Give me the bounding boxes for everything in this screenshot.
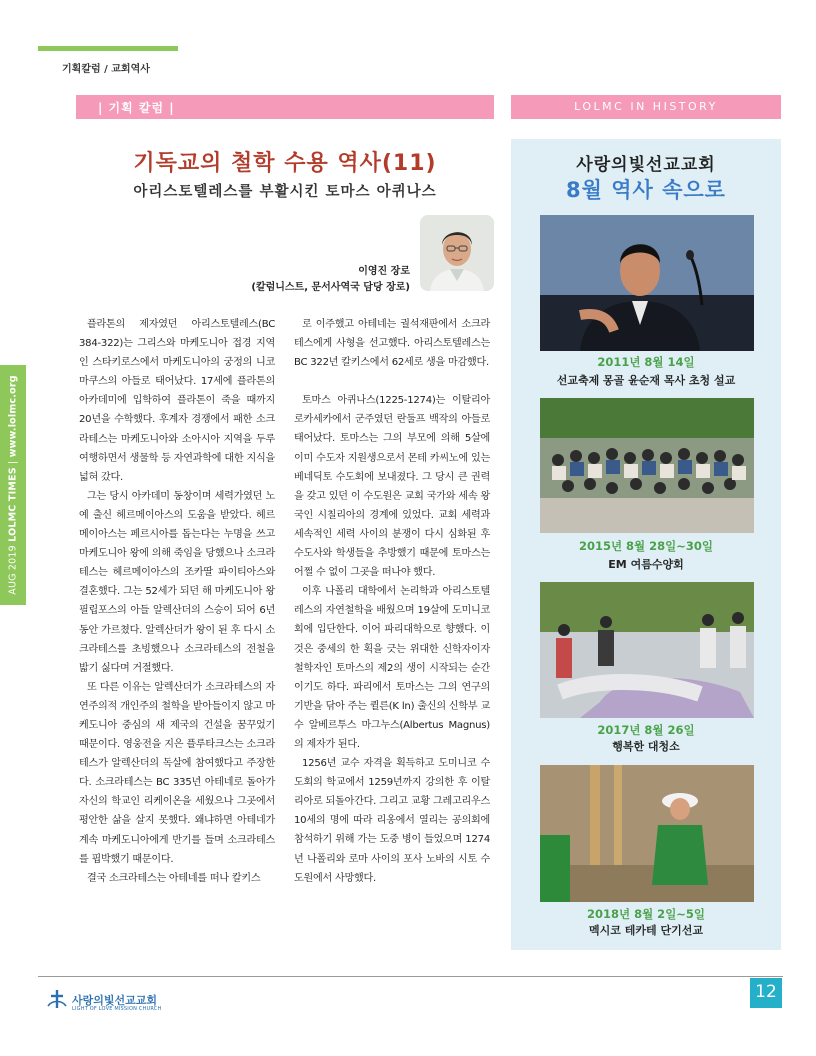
author-role: (칼럼니스트, 문서사역국 담당 장로) xyxy=(251,282,410,293)
footer-church-subtitle: LIGHT OF LOVE MISSION CHURCH xyxy=(72,1006,162,1012)
history-caption: 선교축제 몽골 윤순재 목사 초청 설교 xyxy=(556,374,736,387)
history-caption: EM 여름수양회 xyxy=(608,558,684,571)
author-portrait-icon xyxy=(420,215,494,291)
article-paragraph: 그는 당시 아카데미 동창이며 세력가였던 노예 출신 헤르메이아스의 도움을 받았다. 헤르메이아스는 페르시아를 돕는다는 누명을 쓰고 마케도니아 왕에 의해 죽임을 당했으나 소크라테스는 헤르메이아스의 조카딸 파이티아스와 결혼했다. 그는 52세가 되던 해 마케도니아 왕 필립포스의 아들 알렉산더의 스승이 되어 6년 동안 가르쳤다. 알렉산더가 왕이 된 후 다시 소크라테스를 초빙했으나 소크라테스의 전철을 밟기 싫다며 거절했다. xyxy=(79,490,275,674)
column-label-bar: | 기획 칼럼 | xyxy=(76,95,494,119)
footer-divider xyxy=(38,976,783,977)
article-paragraph: 결국 소크라테스는 아테네를 떠나 칼키스 xyxy=(87,872,261,884)
history-photo-mission xyxy=(540,765,754,902)
church-logo-icon xyxy=(46,988,68,1010)
article-paragraph: 토마스 아퀴나스(1225-1274)는 이탈리아 로카세카에서 군주였던 란둘프 백작의 아들로 태어났다. 토마스는 그의 부모에 의해 5살에 이미 수도자 지원생으로서 몬테 카씨노에 있는 베네딕토 수도회에 보내졌다. 그 당시 큰 권력을 갖고 있던 이 수도원은 교회 국가와 세속 왕국인 시칠리아의 경계에 있었다. 교회 세력과 세속적인 세력 사이의 분쟁이 다시 심화된 후 수도사와 학생들을 추방했기 때문에 토마스는 어쩔 수 없이 그곳을 떠나야 했다. xyxy=(294,395,490,579)
article-paragraph: 로 이주했고 아테네는 궐석재판에서 소크라테스에게 사형을 선고했다. 아리스토텔레스는 BC 322년 칼키스에서 62세로 생을 마감했다. xyxy=(294,319,490,369)
section-path: 기획칼럼 / 교회역사 xyxy=(62,64,150,75)
mission-photo-icon xyxy=(540,765,754,902)
side-publication: LOLMC TIMES xyxy=(7,467,19,542)
history-date: 2017년 8월 26일 xyxy=(597,723,695,737)
history-title: 8월 역사 속으로 xyxy=(566,178,726,202)
history-date: 2015년 8월 28일~30일 xyxy=(578,539,714,553)
article-paragraph: 1256년 교수 자격을 획득하고 도미니코 수도회의 학교에서 1259년까지 강의한 후 이탈리아로 되돌아간다. 그리고 교황 그레고리우스 10세의 명에 따라 리옹에서 열리는 공의회에 참석하기 위해 가는 도중 병이 들었으며 1274년 나폴리와 로마 사이의 포사 노바의 시토 수도원에서 사망했다. xyxy=(294,758,490,884)
preacher-photo-icon xyxy=(540,215,754,351)
history-photo-cleaning xyxy=(540,582,754,718)
footer-church-name: 사랑의빛선교교회 xyxy=(72,994,158,1007)
article-subtitle: 아리스토텔레스를 부활시킨 토마스 아퀴나스 xyxy=(133,184,437,200)
article-paragraph: 플라톤의 제자였던 아리스토텔레스(BC 384-322)는 그리스와 마케도니아 접경 지역인 스타키로스에서 마케도니아의 궁정의 니코마쿠스의 아들로 태어났다. 17세에 플라톤의 아카데미에 입학하여 플라톤이 죽을 때까지 20년을 수학했다. 후계자 경쟁에서 패한 소크라테스는 마케도니아와 소아시아 지역을 두루 여행하면서 생물학 등 자연과학에 대한 지식을 넓혀 갔다. xyxy=(79,319,275,483)
history-date: 2011년 8월 14일 xyxy=(597,355,695,369)
author-name: 이영진 장로 xyxy=(358,266,410,277)
top-accent-bar xyxy=(38,46,178,51)
history-photo-preacher xyxy=(540,215,754,351)
history-date: 2018년 8월 2일~5일 xyxy=(586,907,706,921)
history-caption: 행복한 대청소 xyxy=(612,740,680,753)
side-publication-info xyxy=(8,375,19,594)
history-caption: 멕시코 테카테 단기선교 xyxy=(589,924,703,937)
page-number: 12 xyxy=(750,978,782,1008)
history-church-name: 사랑의빛선교교회 xyxy=(576,155,716,175)
history-photo-group xyxy=(540,398,754,533)
article-column-2 xyxy=(294,315,490,888)
article-column-1 xyxy=(79,315,275,888)
side-separator: | xyxy=(7,457,19,468)
cleaning-photo-icon xyxy=(540,582,754,718)
article-title: 기독교의 철학 수용 역사(11) xyxy=(133,151,437,176)
side-date: AUG 2019 xyxy=(7,545,19,595)
author-photo xyxy=(420,215,494,291)
article-paragraph: 이후 나폴리 대학에서 논리학과 아리스토텔레스의 자연철학을 배웠으며 19살에 도미니코회에 입단한다. 이어 파리대학으로 향했다. 이것은 중세의 한 획을 긋는 위대한 신학자이자 철학자인 토마스의 제2의 생이 시작되는 순간이기도 하다. 파리에서 토마스는 그의 연구의 기반을 닦아 주는 퀼른(K ln) 출신의 신학부 교수 알베르투스 마그누스(Albertus Magnus)의 제자가 된다. xyxy=(294,586,490,750)
article-paragraph: 또 다른 이유는 알렉산더가 소크라테스의 자연주의적 개인주의 철학을 받아들이지 않고 마케도니아 중심의 새 제국의 건설을 꿈꾸었기 때문이다. 영웅전을 지은 플루타크스는 소크라테스가 알렉산더의 독살에 참여했다고 주장한다. 소크라테스는 BC 335년 아테네로 돌아가 자신의 학교인 리케이온을 세웠으나 그곳에서 평안한 삶을 살지 못했다. 왜냐하면 아테네가 계속 마케도니아에게 반기를 들며 소크라테스를 핍박했기 때문이다. xyxy=(79,681,275,865)
side-site: www.lolmc.org xyxy=(7,375,19,458)
group-photo-icon xyxy=(540,398,754,533)
history-label-bar: LOLMC IN HISTORY xyxy=(511,95,781,119)
